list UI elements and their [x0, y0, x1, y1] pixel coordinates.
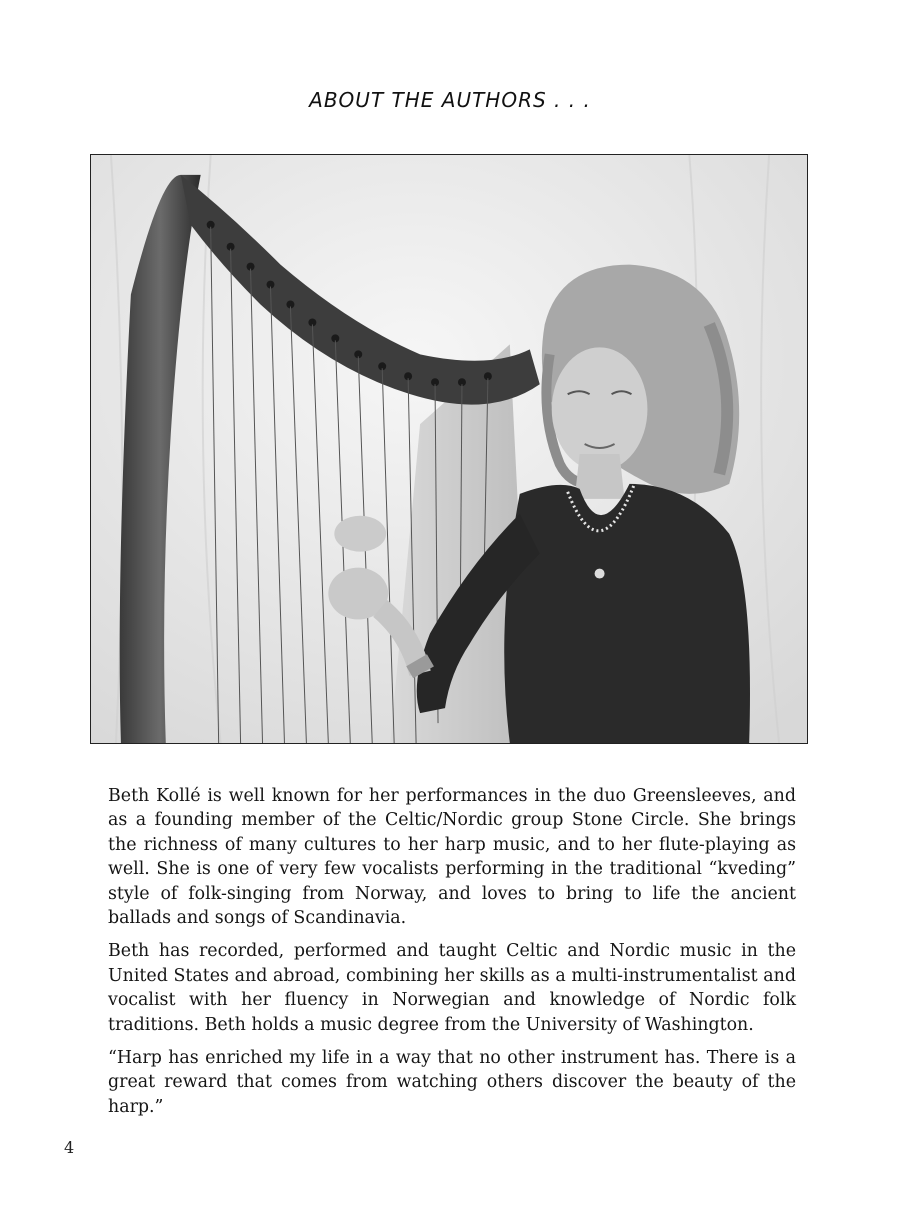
bio-paragraph-2: Beth has recorded, performed and taught Celtic and Nordic music in the United States and abroad, combining her skills as a multi-instrumentalist and vocalist with her fluency in Norwegian and knowledge of Nordic folk traditions. Beth holds a music degree from the University of Washington.	[108, 941, 796, 1035]
author-photo	[90, 154, 808, 744]
page-number: 4	[64, 1138, 75, 1157]
bio-paragraph-1: Beth Kollé is well known for her performances in the duo Greensleeves, and as a founding member of the Celtic/Nordic group Stone Circle. She brings the richness of many cultures to her harp music, and to her flute-playing as well. She is one of very few vocalists performing in the traditional “kveding” style of folk-singing from Norway, and loves to bring to life the ancient ballads and songs of Scandinavia.	[108, 786, 796, 929]
bio-quote: “Harp has enriched my life in a way that no other instrument has. There is a great reward that comes from watching others discover the beauty of the harp.”	[108, 1048, 796, 1117]
author-bio	[108, 784, 796, 1128]
harpist-photo-illustration	[91, 155, 807, 743]
page-title: ABOUT THE AUTHORS . . .	[309, 88, 591, 112]
